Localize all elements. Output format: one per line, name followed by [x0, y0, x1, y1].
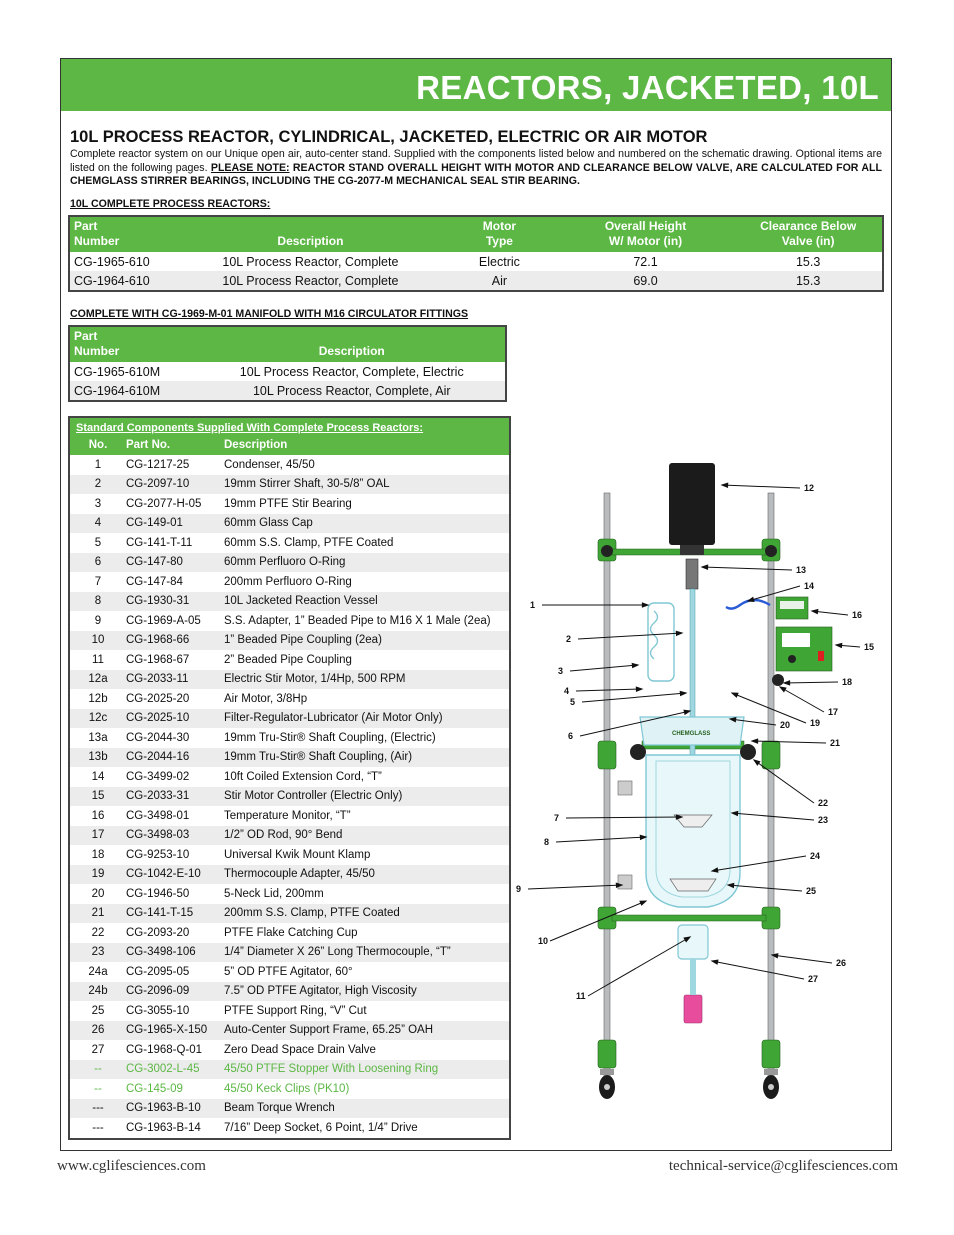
table-row — [70, 1001, 509, 1021]
table-row — [70, 943, 509, 963]
table-header-row — [70, 437, 509, 455]
agitator-lower-icon — [670, 879, 716, 891]
component-number: --- — [70, 1099, 126, 1119]
footer-email[interactable]: technical-service@cglifesciences.com — [668, 1158, 898, 1174]
component-number: 4 — [70, 514, 126, 534]
stir-controller-display — [782, 633, 810, 647]
table-row: CG-1964-610M 10L Process Reactor, Complete, Air — [69, 381, 506, 401]
component-part-number: CG-141-T-11 — [126, 536, 193, 549]
left-rod — [604, 493, 610, 1083]
table-row — [70, 865, 509, 885]
component-number: 16 — [91, 809, 105, 822]
page-title: REACTORS, JACKETED, 10L — [416, 69, 879, 106]
component-description: 45/50 PTFE Stopper With Loosening Ring — [224, 1060, 509, 1080]
table-row — [70, 611, 509, 631]
component-description: 5-Neck Lid, 200mm — [224, 887, 324, 900]
components-grid — [70, 437, 509, 1138]
component-description: 7/16” Deep Socket, 6 Point, 1/4” Drive — [224, 1121, 418, 1134]
component-description: 60mm Glass Cap — [224, 514, 509, 534]
col-no: No. — [70, 437, 126, 455]
callout-label: 22 — [818, 798, 829, 808]
callout-leader-line — [712, 961, 804, 979]
drain-valve-icon — [678, 925, 708, 959]
component-part-number: CG-2033-11 — [126, 670, 224, 690]
jacket-port-lower — [618, 875, 632, 889]
table-row — [70, 806, 509, 826]
component-description: 19mm Tru-Stir® Shaft Coupling, (Electric) — [224, 731, 436, 744]
callout-leader-line — [582, 693, 686, 702]
lower-crossbar — [612, 915, 766, 921]
component-number: 24a — [88, 965, 108, 978]
callout-arrowhead — [712, 960, 718, 964]
component-description: 1/2” OD Rod, 90° Bend — [224, 826, 509, 846]
table-row — [70, 923, 509, 943]
component-description: PTFE Flake Catching Cup — [224, 926, 358, 939]
callout-label: 8 — [544, 837, 550, 847]
table-row — [70, 1079, 509, 1099]
casters — [599, 1069, 779, 1099]
callout-label: 14 — [804, 581, 815, 591]
component-part-number: CG-149-01 — [126, 514, 224, 534]
col-motor-type: Motor Type — [442, 216, 557, 252]
callout-label: 26 — [836, 958, 847, 968]
component-part-number: CG-1217-25 — [126, 458, 190, 471]
component-description: 19mm Tru-Stir® Shaft Coupling, (Air) — [224, 748, 509, 768]
callout-label: 3 — [558, 666, 564, 676]
component-part-number: CG-1969-A-05 — [126, 614, 201, 627]
callout-label: 25 — [806, 886, 817, 896]
component-part-number: CG-1968-Q-01 — [126, 1043, 203, 1056]
component-part-number: CG-1930-31 — [126, 592, 224, 612]
component-description: 19mm PTFE Stir Bearing — [224, 497, 352, 510]
table-row — [70, 689, 509, 709]
component-number: 7 — [94, 575, 102, 588]
component-number: 2 — [70, 475, 126, 495]
callout-leader-line — [578, 633, 682, 639]
component-part-number: CG-147-80 — [126, 553, 224, 573]
component-description: Condenser, 45/50 — [224, 458, 315, 471]
table-row — [70, 475, 509, 495]
title-banner — [61, 59, 891, 111]
component-description: 1” Beaded Pipe Coupling (2ea) — [224, 631, 509, 651]
table-row — [70, 455, 509, 475]
component-number: 9 — [94, 614, 102, 627]
note-text: REACTOR STAND OVERALL HEIGHT WITH MOTOR AND CLEARANCE BELOW VALVE, ARE CALCULATED FOR ALL CHEMGLASS STIRRER BEARINGS, INCLUDING THE CG-2077-M MECHANICAL SEAL STIR BEARING. — [70, 161, 882, 187]
reactors-table — [68, 215, 884, 292]
col-part-no: Part No. — [126, 437, 224, 455]
component-description: 60mm Perfluoro O-Ring — [224, 553, 509, 573]
component-part-number: CG-1963-B-14 — [126, 1121, 201, 1134]
component-part-number: CG-1963-B-10 — [126, 1099, 224, 1119]
col-part-number: Part Number — [69, 216, 179, 252]
callout-label: 20 — [780, 720, 791, 730]
callout-arrowhead — [640, 901, 646, 905]
component-description: Temperature Monitor, “T” — [224, 809, 351, 822]
footer-website[interactable]: www.cglifesciences.com — [57, 1158, 206, 1174]
intro-paragraph — [70, 148, 882, 189]
component-number: 15 — [70, 787, 126, 807]
callout-leader-line — [728, 885, 802, 891]
condenser-icon — [648, 603, 674, 681]
col-part-number: Part Number — [69, 326, 199, 362]
callout-label: 1 — [530, 600, 536, 610]
component-number: 12a — [70, 670, 126, 690]
components-table — [68, 416, 511, 1140]
table-row — [70, 767, 509, 787]
table-row — [70, 494, 509, 514]
callout-leader-line — [722, 485, 800, 488]
col-description: Description — [199, 326, 507, 362]
table-row — [70, 1040, 509, 1060]
component-description: Stir Motor Controller (Electric Only) — [224, 787, 509, 807]
component-number: 13b — [70, 748, 126, 768]
callout-arrowhead — [702, 565, 708, 569]
callout-arrowhead — [780, 687, 786, 692]
component-part-number: CG-3498-01 — [126, 809, 190, 822]
callout-arrowhead — [732, 693, 738, 697]
callout-label: 4 — [564, 686, 570, 696]
callout-label: 24 — [810, 851, 821, 861]
callout-arrowhead — [676, 631, 682, 635]
component-number: -- — [94, 1082, 102, 1095]
component-part-number: CG-3002-L-45 — [126, 1060, 224, 1080]
table-header-row — [69, 326, 506, 362]
component-number: 1 — [94, 458, 102, 471]
callout-label: 13 — [796, 565, 807, 575]
component-number: 3 — [94, 497, 102, 510]
table-row — [70, 709, 509, 729]
component-description: Zero Dead Space Drain Valve — [224, 1043, 376, 1056]
component-number: 21 — [70, 904, 126, 924]
component-description: 10L Jacketed Reaction Vessel — [224, 592, 509, 612]
component-part-number: CG-3498-03 — [126, 826, 224, 846]
lid-logo-text: CHEMGLASS — [672, 731, 711, 737]
table-row — [70, 514, 509, 534]
table-row — [70, 845, 509, 865]
component-number: 27 — [91, 1043, 105, 1056]
callout-label: 27 — [808, 974, 819, 984]
callout-label: 11 — [576, 991, 586, 1001]
component-part-number: CG-2025-20 — [126, 692, 190, 705]
component-part-number: CG-1965-X-150 — [126, 1021, 224, 1041]
callout-arrowhead — [784, 681, 790, 685]
note-label: PLEASE NOTE: — [210, 161, 290, 174]
component-number: 22 — [91, 926, 105, 939]
component-number: 20 — [91, 887, 105, 900]
callout-arrowhead — [632, 663, 638, 667]
component-number: 25 — [91, 1004, 105, 1017]
table-row — [70, 1021, 509, 1041]
table-row — [70, 1099, 509, 1119]
temperature-monitor-display — [780, 601, 804, 609]
component-number: 11 — [92, 653, 104, 666]
right-rod — [768, 493, 774, 1083]
components-body — [70, 455, 509, 1138]
callout-label: 12 — [804, 483, 815, 493]
drain-valve-handle-icon — [684, 995, 702, 1023]
table-row — [70, 962, 509, 982]
component-part-number: CG-145-09 — [126, 1082, 183, 1095]
component-description: 1/4” Diameter X 26” Long Thermocouple, “T” — [224, 943, 509, 963]
callout-arrowhead — [748, 597, 754, 601]
table-row — [70, 631, 509, 651]
callout-leader-line — [780, 687, 824, 712]
col-overall-height: Overall Height W/ Motor (in) — [557, 216, 735, 252]
component-part-number: CG-3055-10 — [126, 1004, 190, 1017]
component-description: Filter-Regulator-Lubricator (Air Motor Only) — [224, 709, 509, 729]
callout-label: 2 — [566, 634, 572, 644]
stir-motor-icon — [669, 463, 715, 545]
component-part-number: CG-2096-09 — [126, 982, 224, 1002]
component-number: 8 — [70, 592, 126, 612]
component-number: 18 — [91, 848, 105, 861]
component-part-number: CG-3499-02 — [126, 770, 190, 783]
component-number: --- — [92, 1121, 104, 1134]
component-part-number: CG-2033-31 — [126, 787, 224, 807]
component-description: 2” Beaded Pipe Coupling — [224, 653, 352, 666]
shaft-coupling-icon — [686, 559, 698, 589]
table-row — [70, 592, 509, 612]
callout-arrowhead — [836, 643, 842, 647]
component-part-number: CG-2077-H-05 — [126, 497, 202, 510]
component-description: Beam Torque Wrench — [224, 1099, 509, 1119]
component-part-number: CG-3498-106 — [126, 943, 224, 963]
component-number: 10 — [70, 631, 126, 651]
callout-label: 7 — [554, 813, 560, 823]
component-number: 17 — [70, 826, 126, 846]
stir-controller-knob-icon — [788, 655, 796, 663]
callout-label: 17 — [828, 707, 839, 717]
component-part-number: CG-2044-16 — [126, 748, 224, 768]
callout-arrowhead — [754, 760, 760, 765]
component-description: Electric Stir Motor, 1/4Hp, 500 RPM — [224, 670, 509, 690]
component-description: PTFE Support Ring, “V” Cut — [224, 1004, 367, 1017]
component-description: Air Motor, 3/8Hp — [224, 692, 308, 705]
callout-arrowhead — [636, 687, 642, 691]
component-number: 6 — [70, 553, 126, 573]
callout-label: 6 — [568, 731, 574, 741]
col-description: Description — [179, 216, 442, 252]
table-row — [70, 826, 509, 846]
callout-arrowhead — [642, 603, 648, 607]
table-row — [70, 533, 509, 553]
table-row: CG-1964-610 10L Process Reactor, Complete Air 69.0 15.3 — [69, 271, 883, 291]
callout-arrowhead — [640, 835, 646, 839]
power-switch-icon — [818, 651, 824, 661]
component-part-number: CG-9253-10 — [126, 848, 190, 861]
component-part-number: CG-2097-10 — [126, 475, 224, 495]
component-description: Thermocouple Adapter, 45/50 — [224, 865, 509, 885]
component-number: 14 — [91, 770, 105, 783]
table-row — [70, 1118, 509, 1138]
table-row — [70, 1060, 509, 1080]
col-clearance: Clearance Below Valve (in) — [734, 216, 883, 252]
component-part-number: CG-2093-20 — [126, 926, 190, 939]
component-number: 19 — [70, 865, 126, 885]
component-number: 26 — [70, 1021, 126, 1041]
component-number: 12c — [70, 709, 126, 729]
components-caption: Standard Components Supplied With Complete Process Reactors: — [70, 418, 509, 437]
jacket-port-upper — [618, 781, 632, 795]
table-row — [70, 982, 509, 1002]
callout-arrowhead — [680, 691, 686, 695]
reactors-table-title: 10L COMPLETE PROCESS REACTORS: — [70, 198, 271, 210]
component-part-number: CG-1946-50 — [126, 887, 190, 900]
callout-label: 10 — [538, 936, 549, 946]
callout-label: 15 — [864, 642, 875, 652]
component-part-number: CG-2044-30 — [126, 731, 190, 744]
table-row — [70, 728, 509, 748]
drain-stem — [690, 959, 696, 995]
component-number: 12b — [88, 692, 108, 705]
callout-label: 23 — [818, 815, 829, 825]
table-row — [70, 650, 509, 670]
callout-arrowhead — [752, 739, 758, 743]
component-part-number: CG-1042-E-10 — [126, 865, 224, 885]
callout-label: 9 — [516, 884, 522, 894]
motor-mount-icon — [680, 545, 704, 555]
section-heading: 10L PROCESS REACTOR, CYLINDRICAL, JACKETED, ELECTRIC OR AIR MOTOR — [70, 128, 708, 146]
table-row — [70, 748, 509, 768]
component-description: S.S. Adapter, 1” Beaded Pipe to M16 X 1 Male (2ea) — [224, 614, 491, 627]
callout-arrowhead — [722, 483, 728, 487]
component-description: 200mm S.S. Clamp, PTFE Coated — [224, 904, 509, 924]
component-part-number: CG-1968-67 — [126, 653, 190, 666]
table-row: CG-1965-610M 10L Process Reactor, Complete, Electric — [74, 364, 464, 379]
component-description: 60mm S.S. Clamp, PTFE Coated — [224, 536, 394, 549]
component-part-number: CG-147-84 — [126, 575, 183, 588]
component-number: 24b — [70, 982, 126, 1002]
callout-leader-line — [784, 682, 838, 683]
reactor-schematic — [512, 455, 902, 1145]
manifold-table-title: COMPLETE WITH CG-1969-M-01 MANIFOLD WITH M16 CIRCULATOR FITTINGS — [70, 308, 469, 320]
callout-label: 16 — [852, 610, 863, 620]
callout-leader-line — [556, 837, 646, 842]
callout-leader-line — [702, 567, 792, 570]
col-description: Description — [224, 437, 509, 455]
component-part-number: CG-2095-05 — [126, 965, 190, 978]
callout-arrowhead — [812, 610, 818, 614]
table-row — [70, 904, 509, 924]
component-number: 23 — [70, 943, 126, 963]
component-part-number: CG-1968-66 — [126, 631, 224, 651]
component-description: 10ft Coiled Extension Cord, “T” — [224, 770, 382, 783]
component-description: 7.5” OD PTFE Agitator, High Viscosity — [224, 982, 509, 1002]
intro-text: Complete reactor system on our Unique open air, auto-center stand. Supplied with the components listed below and numbered on the schematic drawing. Optional items are listed on the following pages. — [70, 148, 882, 174]
table-row — [70, 884, 509, 904]
callout-leader-line — [754, 760, 814, 803]
component-description: 19mm Stirrer Shaft, 30-5/8” OAL — [224, 475, 509, 495]
table-header-row — [69, 216, 883, 252]
callout-arrowhead — [684, 710, 690, 714]
callout-label: 5 — [570, 697, 576, 707]
callout-leader-line — [772, 955, 832, 963]
component-part-number: CG-141-T-15 — [126, 904, 224, 924]
component-description: 200mm Perfluoro O-Ring — [224, 575, 352, 588]
callout-leader-line — [588, 937, 690, 996]
component-description: Auto-Center Support Frame, 65.25” OAH — [224, 1021, 509, 1041]
component-number: 5 — [94, 536, 102, 549]
kwik-klamp-icon — [772, 674, 784, 686]
table-row: CG-1965-610 10L Process Reactor, Complete Electric 72.1 15.3 — [74, 254, 821, 269]
component-part-number: CG-2025-10 — [126, 709, 224, 729]
component-description: 45/50 Keck Clips (PK10) — [224, 1082, 350, 1095]
callout-label: 18 — [842, 677, 853, 687]
component-number: 13a — [88, 731, 108, 744]
manifold-table — [68, 325, 507, 402]
component-description: Universal Kwik Mount Klamp — [224, 848, 371, 861]
callout-label: 21 — [830, 738, 841, 748]
table-row — [70, 553, 509, 573]
table-row — [70, 572, 509, 592]
component-description: 5” OD PTFE Agitator, 60° — [224, 965, 353, 978]
table-row — [70, 670, 509, 690]
table-row — [70, 787, 509, 807]
callout-label: 19 — [810, 718, 821, 728]
component-number: -- — [70, 1060, 126, 1080]
